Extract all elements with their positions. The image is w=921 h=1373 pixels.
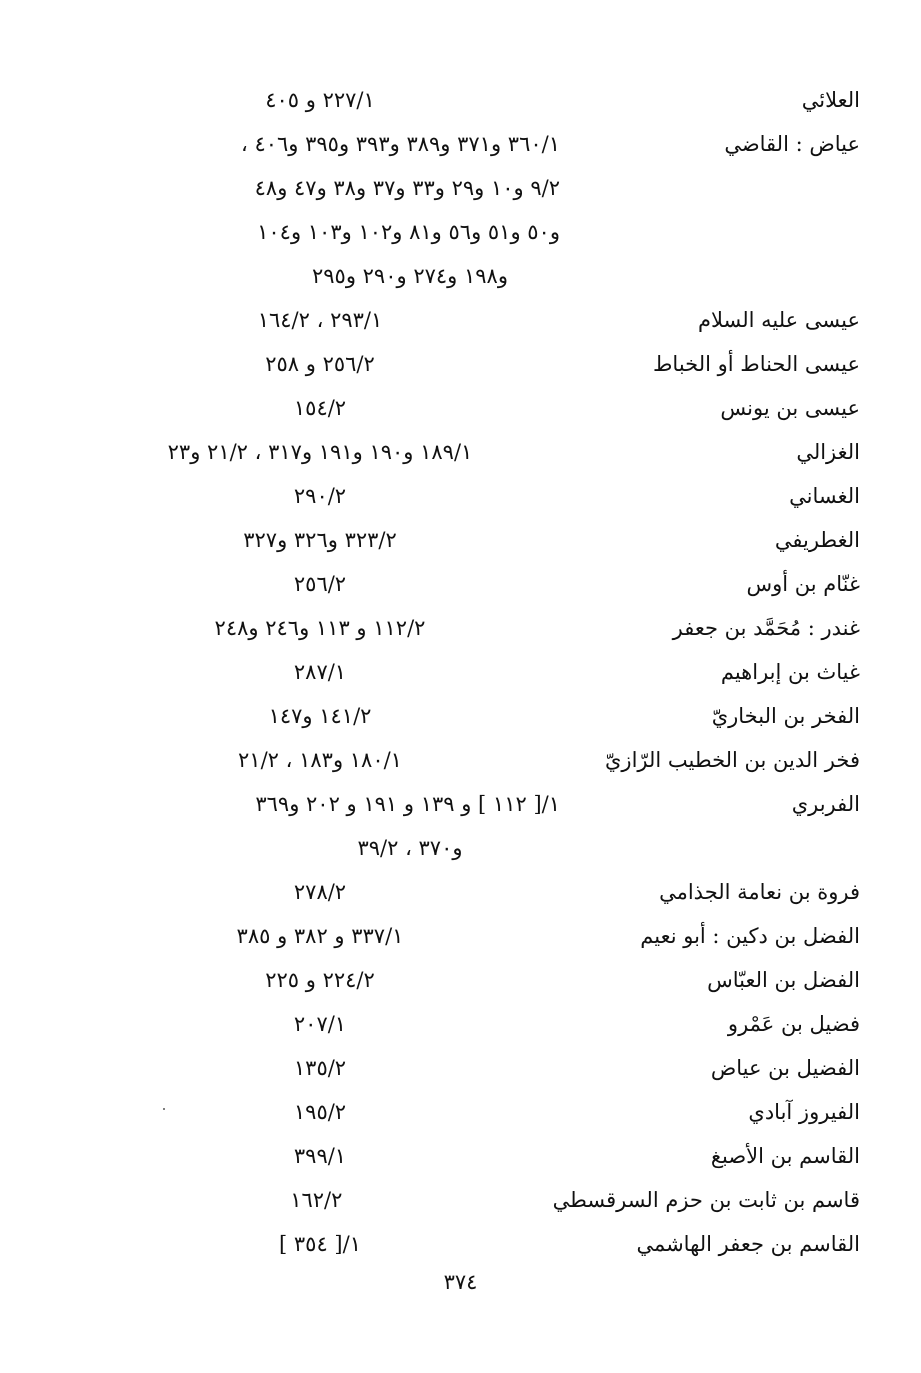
page-refs-line: ١٩٥/٢ [293, 1100, 347, 1124]
entry-name: عيسى الحناط أو الخباط [653, 352, 860, 376]
entry-name: غياث بن إبراهيم [720, 660, 860, 684]
index-entry [80, 694, 860, 738]
index-entry [80, 1046, 860, 1090]
entry-name: عياض : القاضي [724, 132, 860, 156]
entry-name: الفضل بن العبّاس [707, 968, 860, 992]
page-refs-line: ١٥٤/٢ [293, 396, 347, 420]
entry-name: قاسم بن ثابت بن حزم السرقسطي [552, 1188, 860, 1212]
entry-page-refs [80, 914, 560, 958]
page-refs-line: ٢٩٠/٢ [293, 484, 347, 508]
entry-name: الفيروز آبادي [748, 1100, 860, 1124]
entry-page-refs [80, 738, 560, 782]
page-refs-line: ١١٢/٢ و ١١٣ و٢٤٦ و٢٤٨ [214, 616, 426, 640]
page-refs-line: و١٩٨ و٢٧٤ و٢٩٠ و٢٩٥ [311, 264, 508, 288]
entry-name: فخر الدين بن الخطيب الرّازيّ [604, 748, 860, 772]
index-entry [80, 1222, 860, 1266]
page-refs-line: و٥٠ و٥١ و٥٦ و٨١ و١٠٢ و١٠٣ و١٠٤ [257, 220, 560, 244]
page-number: ٣٧٤ [443, 1270, 478, 1294]
entry-page-refs [80, 386, 560, 430]
entry-name: القاسم بن الأصبغ [710, 1144, 860, 1168]
entry-page-refs [80, 1090, 560, 1134]
entry-name: الفضل بن دكين : أبو نعيم [640, 924, 860, 948]
entry-page-refs [80, 1178, 553, 1222]
entry-page-refs [80, 958, 560, 1002]
index-entry [80, 518, 860, 562]
page-refs-line: ١/[ ٣٥٤ ] [279, 1232, 361, 1256]
page-refs-line: ٣٩٩/١ [293, 1144, 347, 1168]
index-entry [80, 474, 860, 518]
entry-page-refs [80, 1222, 560, 1266]
index-entry [80, 342, 860, 386]
entry-page-refs [80, 342, 560, 386]
entry-page-refs [80, 430, 560, 474]
entry-name: العلائي [801, 88, 860, 112]
page-refs-line: ١٦٢/٢ [290, 1188, 343, 1212]
index-entry [80, 738, 860, 782]
entry-name: فضيل بن عَمْرو [727, 1012, 860, 1036]
entry-page-refs [80, 1134, 560, 1178]
page-refs-line: ١٨٠/١ و١٨٣ ، ٢١/٢ [238, 748, 402, 772]
index-entry [80, 958, 860, 1002]
entry-page-refs [80, 650, 560, 694]
index-entry [80, 650, 860, 694]
page-refs-line: ٢٥٦/٢ [293, 572, 347, 596]
page-refs-line: ١٤١/٢ و١٤٧ [268, 704, 372, 728]
index-entry [80, 1178, 860, 1222]
page-refs-line: ٣٣٧/١ و ٣٨٢ و ٣٨٥ [236, 924, 404, 948]
index-entry [80, 870, 860, 914]
entry-page-refs [80, 122, 560, 298]
index-entry [80, 430, 860, 474]
entry-name: الفضيل بن عياض [710, 1056, 860, 1080]
index-entry [80, 386, 860, 430]
entry-name: الغزالي [796, 440, 860, 464]
page-refs-line: ٢٢٧/١ و ٤٠٥ [265, 88, 375, 112]
index-entry [80, 914, 860, 958]
entry-name: القاسم بن جعفر الهاشمي [636, 1232, 860, 1256]
entry-page-refs [80, 474, 560, 518]
index-entry [80, 782, 860, 870]
index-entry [80, 1134, 860, 1178]
index-entry [80, 122, 860, 298]
index-list [80, 78, 860, 1266]
page-refs-line: ١/[ ١١٢ ] و ١٣٩ و ١٩١ و ٢٠٢ و٣٦٩ [255, 792, 560, 816]
entry-name: عيسى عليه السلام [697, 308, 860, 332]
entry-page-refs [80, 1002, 560, 1046]
entry-name: فروة بن نعامة الجذامي [659, 880, 860, 904]
index-entry [80, 1002, 860, 1046]
page-refs-line: ٢٨٧/١ [293, 660, 347, 684]
entry-page-refs [80, 518, 560, 562]
index-entry [80, 606, 860, 650]
scan-speck [163, 1108, 165, 1110]
page-refs-line: ١٨٩/١ و١٩٠ و١٩١ و٣١٧ ، ٢١/٢ و٢٣ [167, 440, 473, 464]
page-refs-line: ٢٥٦/٢ و ٢٥٨ [265, 352, 375, 376]
entry-name: الفخر بن البخاريّ [711, 704, 860, 728]
index-entry [80, 78, 860, 122]
entry-page-refs [80, 298, 560, 342]
index-entry [80, 562, 860, 606]
page-refs-line: ١٣٥/٢ [293, 1056, 347, 1080]
page-refs-line: و٣٧٠ ، ٣٩/٢ [357, 836, 463, 860]
index-entry [80, 298, 860, 342]
entry-page-refs [80, 694, 560, 738]
page-refs-line: ٢٩٣/١ ، ١٦٤/٢ [257, 308, 383, 332]
page-refs-line: ٢٠٧/١ [293, 1012, 347, 1036]
entry-page-refs [80, 870, 560, 914]
page-refs-line: ٩/٢ و١٠ و٢٩ و٣٣ و٣٧ و٣٨ و٤٧ و٤٨ [254, 176, 560, 200]
entry-name: غندر : مُحَمَّد بن جعفر [672, 616, 860, 640]
entry-page-refs [80, 1046, 560, 1090]
page-refs-line: ٣٦٠/١ و٣٧١ و٣٨٩ و٣٩٣ و٣٩٥ و٤٠٦ ، [240, 132, 560, 156]
entry-name: الغطريفي [774, 528, 860, 552]
page-refs-line: ٢٧٨/٢ [293, 880, 347, 904]
entry-page-refs [80, 78, 560, 122]
entry-page-refs [80, 782, 560, 870]
entry-name: الفربري [791, 792, 860, 816]
entry-name: غنّام بن أوس [746, 572, 860, 596]
entry-name: الغساني [789, 484, 860, 508]
index-entry [80, 1090, 860, 1134]
entry-page-refs [80, 562, 560, 606]
page-refs-line: ٢٢٤/٢ و ٢٢٥ [265, 968, 375, 992]
page-refs-line: ٣٢٣/٢ و٣٢٦ و٣٢٧ [243, 528, 397, 552]
entry-page-refs [80, 606, 560, 650]
entry-name: عيسى بن يونس [720, 396, 860, 420]
